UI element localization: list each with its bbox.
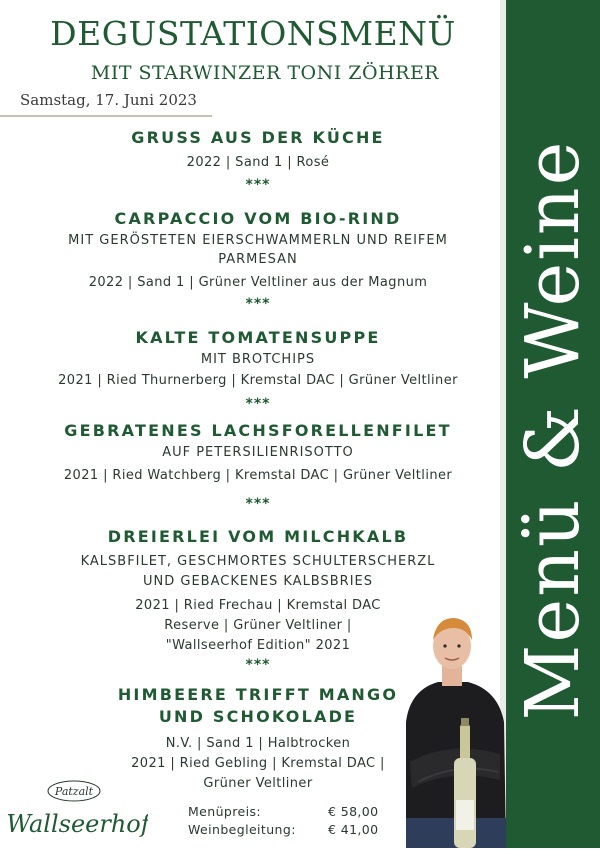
course-title: DREIERLEI VOM MILCHKALB bbox=[107, 527, 409, 546]
menu-price-row bbox=[188, 804, 379, 822]
winemaker-illustration bbox=[400, 612, 506, 848]
course-wine: 2021 | Ried Gebling | Kremstal DAC | bbox=[131, 756, 385, 771]
side-title: Menü & Weine bbox=[510, 139, 596, 721]
course-wine: 2021 | Ried Watchberg | Kremstal DAC | Grüner Veltliner bbox=[63, 468, 453, 483]
event-date: Samstag, 17. Juni 2023 bbox=[20, 91, 197, 109]
separator: *** bbox=[245, 177, 271, 193]
course-wine: 2021 | Ried Frechau | Kremstal DAC bbox=[135, 598, 381, 613]
course-2 bbox=[0, 208, 516, 293]
separator: *** bbox=[245, 657, 271, 673]
winemaker-photo bbox=[400, 612, 506, 848]
date-underline bbox=[0, 115, 212, 117]
course-desc: UND GEBACKENES KALBSBRIES bbox=[142, 574, 374, 589]
logo-badge-text: Patzalt bbox=[54, 785, 94, 798]
separator: *** bbox=[245, 296, 271, 312]
course-wine: "Wallseerhof Edition" 2021 bbox=[165, 638, 351, 653]
course-4 bbox=[0, 420, 516, 486]
course-desc: MIT GERÖSTETEN EIERSCHWAMMERLN UND REIFEM bbox=[68, 233, 448, 248]
course-wine: Grüner Veltliner bbox=[203, 776, 313, 791]
menu-price-value: € 58,00 bbox=[328, 804, 379, 819]
course-desc: KALSBFILET, GESCHMORTES SCHULTERSCHERZL bbox=[80, 554, 436, 569]
wine-price-row bbox=[188, 822, 379, 840]
price-list bbox=[188, 804, 379, 840]
menu-price-label: Menüpreis: bbox=[188, 804, 262, 819]
separator: *** bbox=[245, 396, 271, 412]
course-1 bbox=[0, 127, 516, 173]
course-desc: MIT BROTCHIPS bbox=[200, 352, 316, 367]
course-title: GRUSS AUS DER KÜCHE bbox=[131, 128, 385, 147]
wallseerhof-logo bbox=[8, 780, 148, 844]
course-title: CARPACCIO VOM BIO-RIND bbox=[114, 209, 402, 228]
wine-price-value: € 41,00 bbox=[328, 822, 379, 837]
course-wine: Reserve | Grüner Veltliner | bbox=[164, 618, 352, 633]
course-wine: 2022 | Sand 1 | Grüner Veltliner aus der Magnum bbox=[88, 275, 428, 290]
course-desc: PARMESAN bbox=[218, 252, 298, 267]
course-title: KALTE TOMATENSUPPE bbox=[135, 328, 381, 347]
course-desc: AUF PETERSILIENRISOTTO bbox=[162, 445, 354, 460]
separator: *** bbox=[245, 496, 271, 512]
course-title: GEBRATENES LACHSFORELLENFILET bbox=[64, 421, 452, 440]
course-title: HIMBEERE TRIFFT MANGO bbox=[117, 685, 399, 704]
wine-price-label: Weinbegleitung: bbox=[188, 822, 296, 837]
course-title-line2: UND SCHOKOLADE bbox=[158, 707, 358, 726]
course-3 bbox=[0, 327, 516, 391]
logo-graphic bbox=[8, 780, 148, 844]
page-subtitle: MIT STARWINZER TONI ZÖHRER bbox=[90, 62, 440, 84]
course-wine: 2021 | Ried Thurnerberg | Kremstal DAC | Grüner Veltliner bbox=[58, 373, 458, 388]
logo-name-text: Wallseerhof bbox=[8, 810, 148, 838]
course-wine: 2022 | Sand 1 | Rosé bbox=[186, 155, 330, 170]
course-wine: N.V. | Sand 1 | Halbtrocken bbox=[165, 736, 351, 751]
page-title: DEGUSTATIONSMENÜ bbox=[50, 14, 456, 53]
